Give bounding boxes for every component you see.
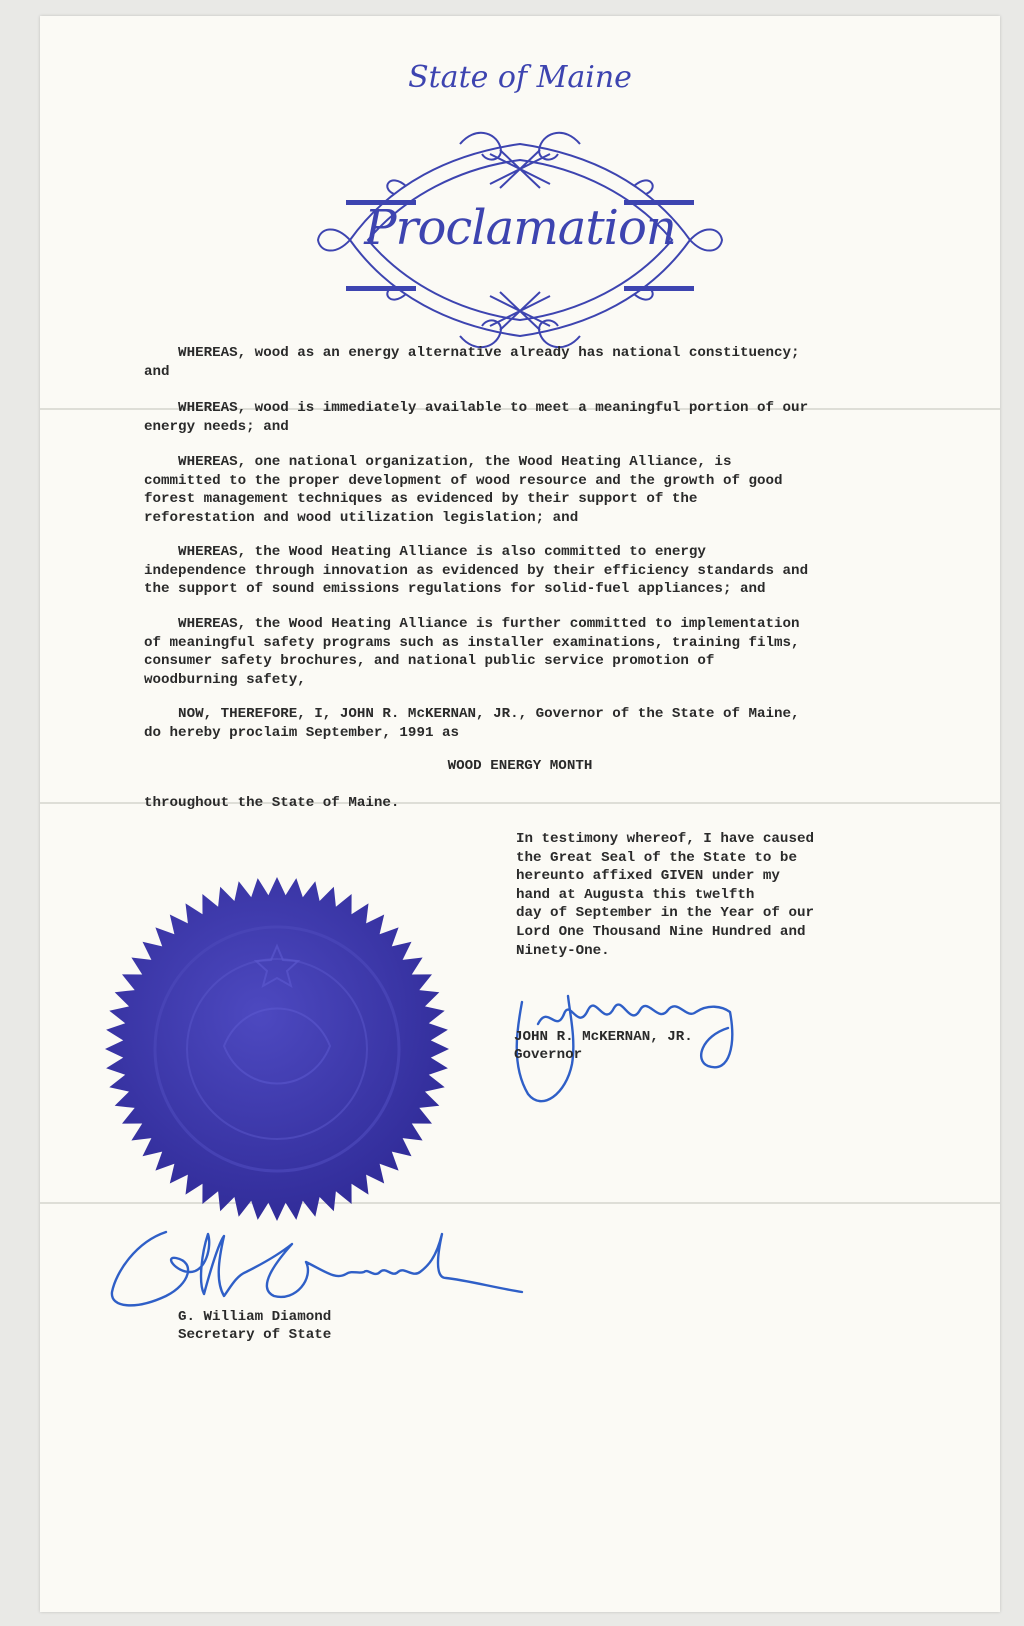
testimony-paragraph: In testimony whereof, I have caused the Great Seal of the State to be hereunto affixed GIVEN under my hand at Augusta this twelfth day of September in the Year of our Lord One Thousand Nine Hundred and Ninety-One. — [516, 831, 814, 959]
whereas-paragraph-3: WHEREAS, one national organization, the Wood Heating Alliance, is committed to the proper development of wood resource and the growth of good forest management techniques as evidenced by their support of the reforestation and wood utilization legislation; and — [144, 454, 783, 526]
secretary-signature — [106, 1222, 526, 1322]
secretary-name: G. William Diamond — [178, 1309, 332, 1325]
closing-line: throughout the State of Maine. — [144, 795, 400, 811]
secretary-title: Secretary of State — [178, 1327, 332, 1343]
state-heading: State of Maine — [408, 60, 632, 95]
whereas-paragraph-1: WHEREAS, wood as an energy alternative already has national constituency; and — [144, 345, 800, 380]
whereas-paragraph-4: WHEREAS, the Wood Heating Alliance is also committed to energy independence through innovation as evidenced by their efficiency standards and the support of sound emissions regulations for solid-fuel appliances; and — [144, 544, 809, 598]
great-seal — [104, 876, 450, 1222]
proclamation-title: Proclamation — [364, 200, 676, 256]
whereas-paragraph-5: WHEREAS, the Wood Heating Alliance is further committed to implementation of meaningful safety programs such as installer examinations, training films, consumer safety brochures, and national public service promotion of woodburning safety, — [144, 616, 800, 688]
proclaimed-title: WOOD ENERGY MONTH — [447, 758, 593, 774]
proclamation-sheet — [40, 16, 1000, 1612]
governor-name: JOHN R. McKERNAN, JR. — [514, 1029, 693, 1045]
governor-title: Governor — [514, 1047, 583, 1063]
whereas-paragraph-2: WHEREAS, wood is immediately available to meet a meaningful portion of our energy needs; and — [144, 400, 809, 435]
now-therefore-paragraph: NOW, THEREFORE, I, JOHN R. McKERNAN, JR., Governor of the State of Maine, do hereby proclaim September, 1991 as — [144, 706, 800, 741]
